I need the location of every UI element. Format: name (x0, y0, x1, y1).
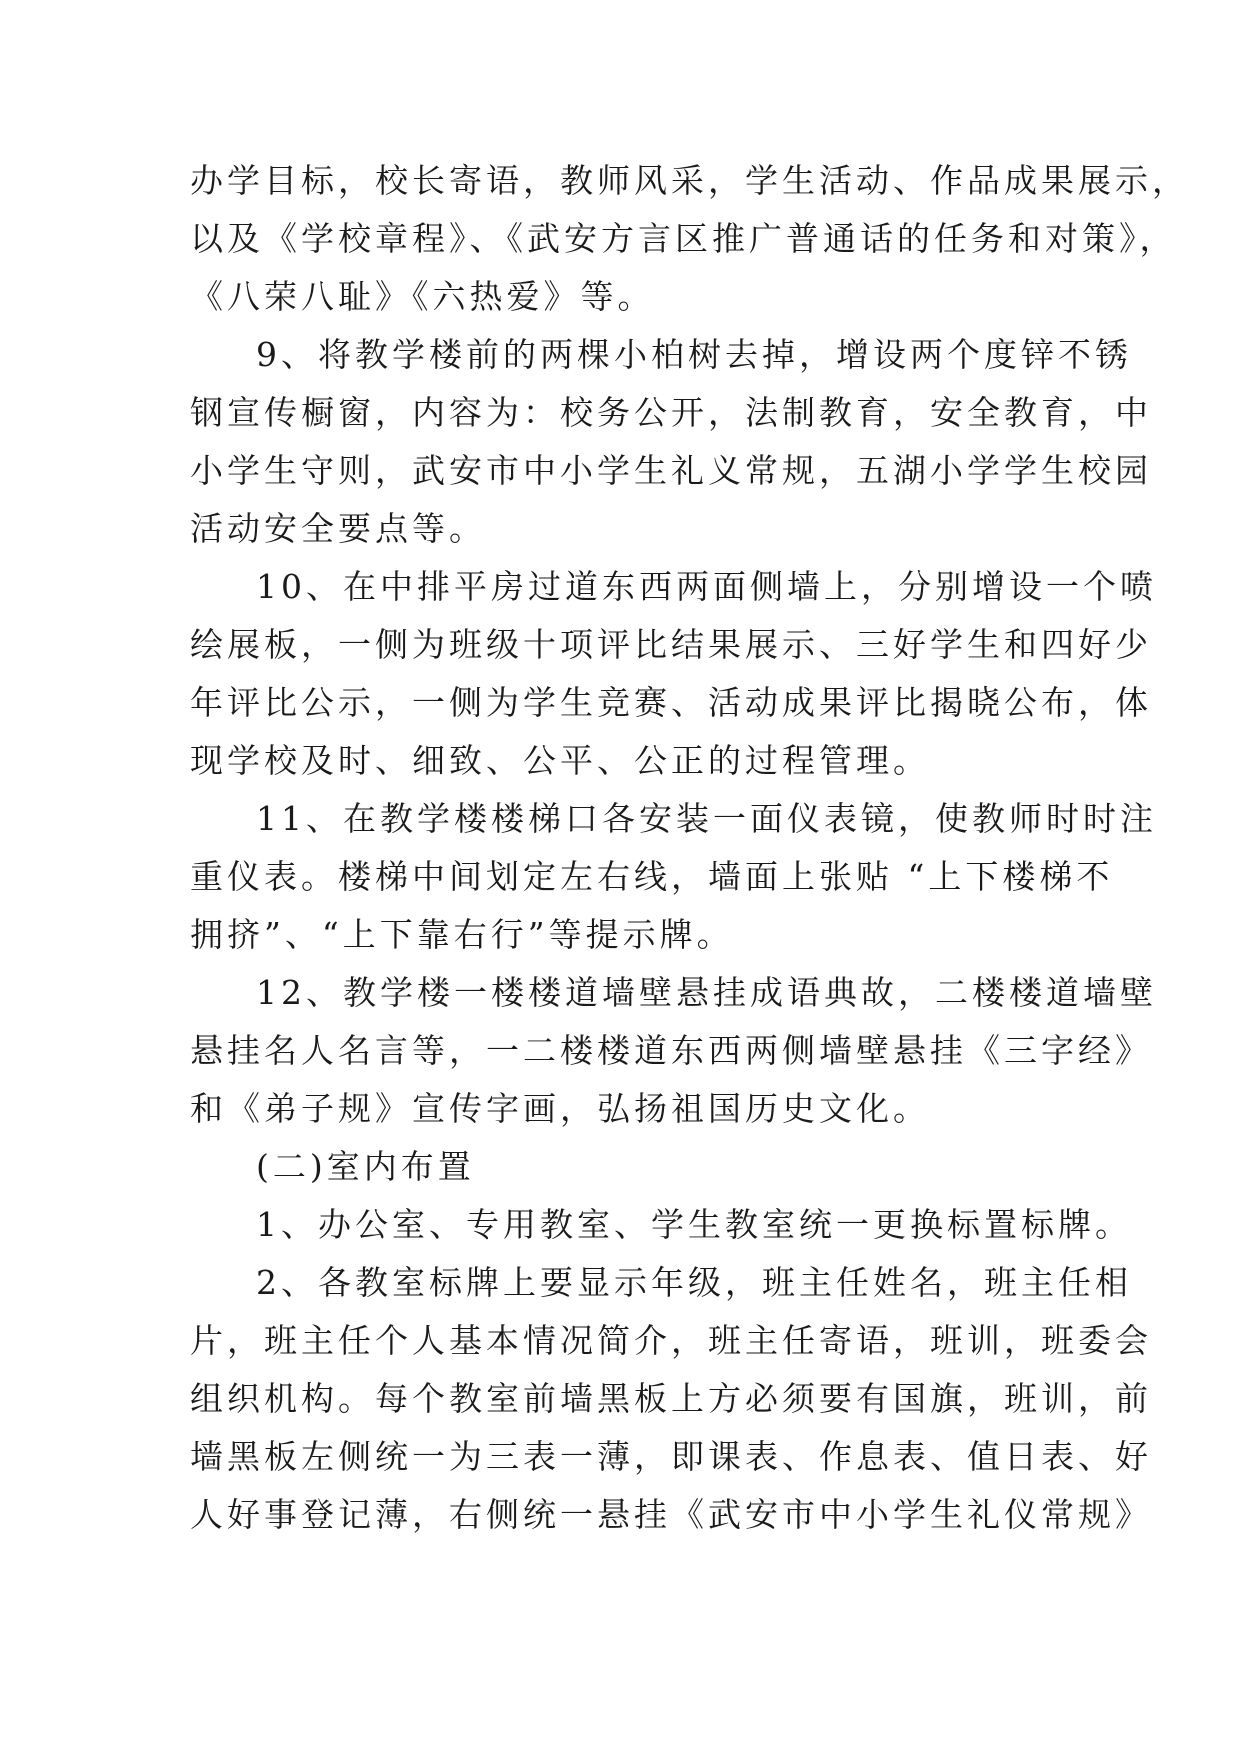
section-heading: (二)室内布置 (256, 1147, 475, 1186)
paragraph-start-10: 10、在中排平房过道东西两面侧墙上，分别增设一个喷 (256, 567, 1157, 606)
text-line: 以及《学校章程》、《武安方言区推广普通话的任务和对策》， (190, 219, 1177, 258)
text-line: 小学生守则，武安市中小学生礼义常规，五湖小学学生校园 (190, 451, 1152, 490)
paragraph-start-2: 2、各教室标牌上要显示年级，班主任姓名，班主任相 (256, 1263, 1132, 1302)
text-line: 活动安全要点等。 (190, 509, 486, 548)
text-line: 悬挂名人名言等，一二楼楼道东西两侧墙壁悬挂《三字经》 (190, 1031, 1152, 1070)
text-line: 组织机构。每个教室前墙黑板上方必须要有国旗，班训，前 (190, 1379, 1152, 1418)
text-line: 拥挤”、“上下靠右行”等提示牌。 (190, 915, 734, 954)
paragraph-start-12: 12、教学楼一楼楼道墙壁悬挂成语典故，二楼楼道墙壁 (256, 973, 1157, 1012)
text-line: 年评比公示，一侧为学生竞赛、活动成果评比揭晓公布，体 (190, 683, 1152, 722)
text-line: 人好事登记薄，右侧统一悬挂《武安市中小学生礼仪常规》 (190, 1495, 1152, 1534)
text-line: 办学目标，校长寄语，教师风采，学生活动、作品成果展示， (190, 161, 1189, 200)
text-line: 钢宣传橱窗，内容为：校务公开，法制教育，安全教育，中 (190, 393, 1152, 432)
paragraph-start-1: 1、办公室、专用教室、学生教室统一更换标置标牌。 (256, 1205, 1132, 1244)
text-line: 《八荣八耻》《六热爱》等。 (190, 277, 655, 316)
text-line: 墙黑板左侧统一为三表一薄，即课表、作息表、值日表、好 (190, 1437, 1152, 1476)
paragraph-start-9: 9、将教学楼前的两棵小柏树去掉，增设两个度锌不锈 (256, 335, 1132, 374)
text-line: 片，班主任个人基本情况简介，班主任寄语，班训，班委会 (190, 1321, 1152, 1360)
paragraph-start-11: 11、在教学楼楼梯口各安装一面仪表镜，使教师时时注 (256, 799, 1157, 838)
text-line: 绘展板，一侧为班级十项评比结果展示、三好学生和四好少 (190, 625, 1152, 664)
body-text (190, 152, 1189, 1544)
text-line: 现学校及时、细致、公平、公正的过程管理。 (190, 741, 930, 780)
text-line: 重仪表。楼梯中间划定左右线，墙面上张贴 “上下楼梯不 (190, 857, 1114, 896)
text-line: 和《弟子规》宣传字画，弘扬祖国历史文化。 (190, 1089, 930, 1128)
